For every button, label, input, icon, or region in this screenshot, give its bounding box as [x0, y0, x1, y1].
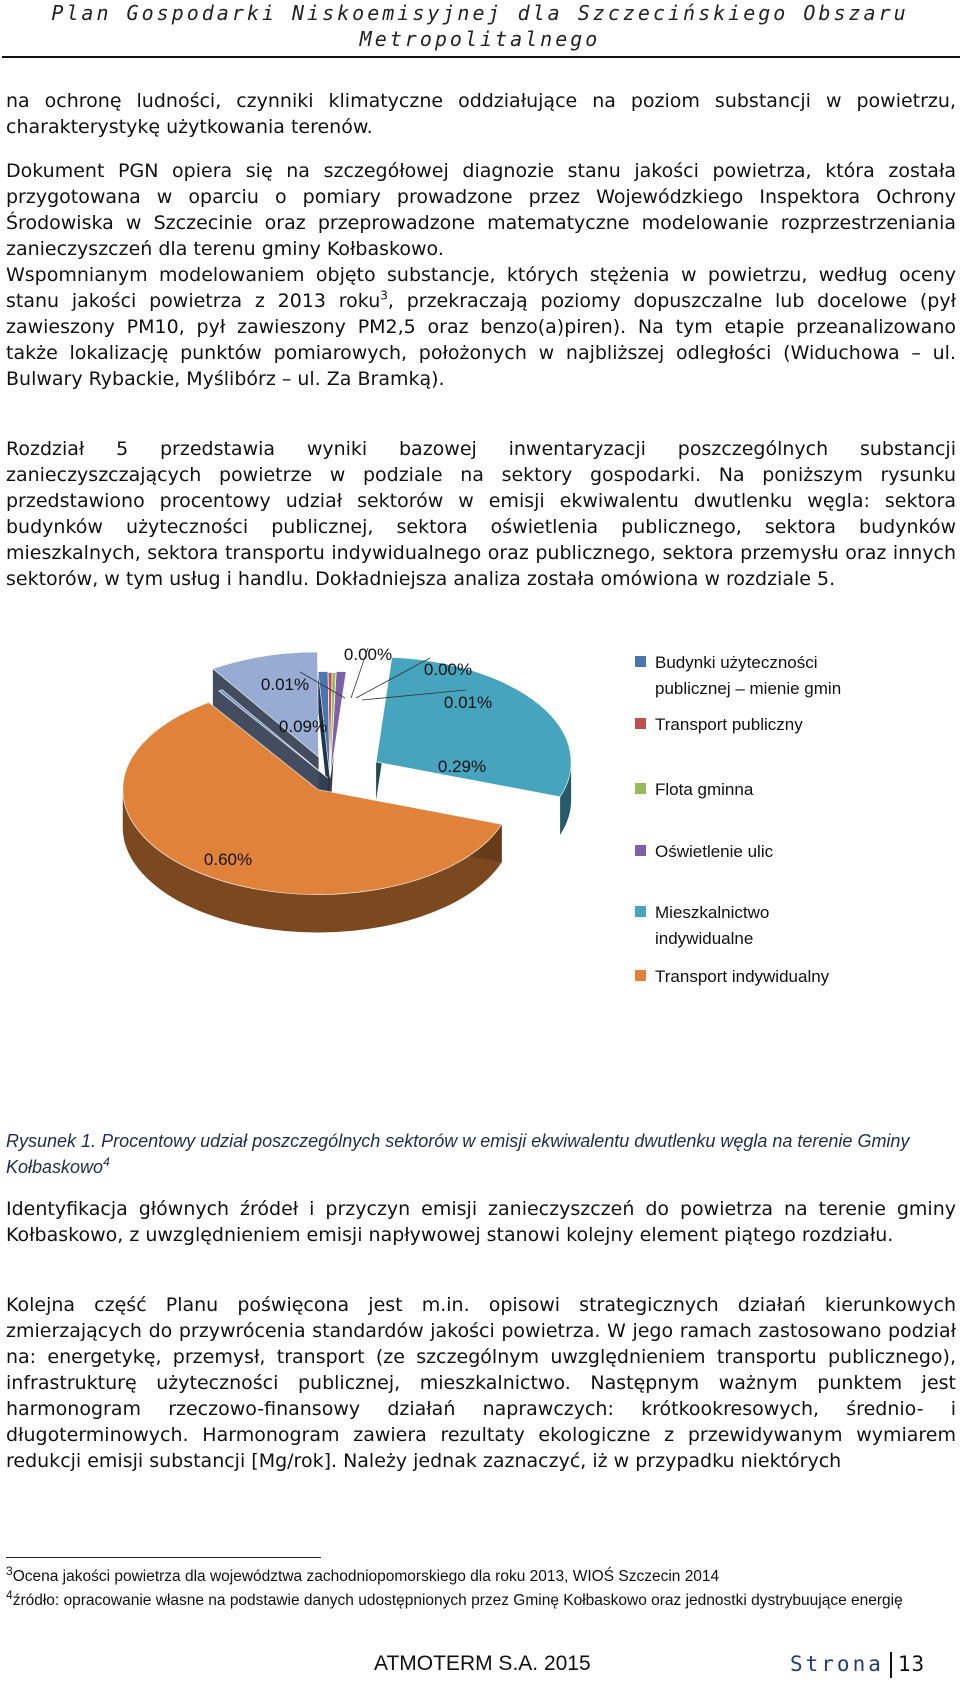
legend-swatch: [635, 718, 646, 729]
footnote-4-number: 4: [6, 1587, 13, 1602]
pie-data-label: 0.60%: [203, 850, 253, 869]
paragraph-modelling: [6, 262, 956, 392]
legend-label: publicznej – mienie gmin: [655, 679, 842, 698]
emission-pie-chart: [0, 640, 960, 1060]
paragraph-modelling-text-a: Wspomnianym modelowaniem objęto substancje, których stężenia w powietrzu, według oceny stanu jakości powietrza z 2013 roku: [6, 264, 956, 312]
legend-swatch: [635, 656, 646, 667]
legend-label: Oświetlenie ulic: [655, 842, 774, 861]
footer-company: ATMOTERM S.A. 2015: [374, 1652, 591, 1675]
header-divider: [2, 56, 960, 58]
paragraph-sources: Identyfikacja głównych źródeł i przyczyn emisji zanieczyszczeń do powietrza na terenie gminy Kołbaskowo, z uwzględnieniem emisji napływowej stanowi kolejny element piątego rozdziału.: [6, 1198, 956, 1246]
footer-page-word: Strona: [790, 1652, 884, 1676]
legend-swatch: [635, 783, 646, 794]
pie-data-label: 0.00%: [423, 660, 473, 679]
page-header: [0, 0, 960, 58]
footnote-4: [6, 1587, 956, 1612]
paragraph-chapter5: Rozdział 5 przedstawia wyniki bazowej inwentaryzacji poszczególnych substancji zanieczyszczających powietrze w podziale na sektory gospodarki. Na poniższym rysunku przedstawiono procentowy udział sektorów w emisji ekwiwalentu dwutlenku węgla: sektora budynków użyteczności publicznej, sektora oświetlenia publicznego, sektora budynków mieszkalnych, sektora transportu indywidualnego oraz publicznego, sektora przemysłu oraz innych sektorów, w tym usług i handlu. Dokładniejsza analiza została omówiona w rozdziale 5.: [6, 438, 956, 590]
legend-label: indywidualne: [655, 929, 754, 948]
pie-data-label: 0.09%: [278, 717, 328, 736]
legend-swatch: [635, 970, 646, 981]
footnote-3-text: Ocena jakości powietrza dla województwa zachodniopomorskiego dla roku 2013, WIOŚ Szczecin 2014: [12, 1568, 720, 1585]
caption-text: Procentowy udział poszczególnych sektorów w emisji ekwiwalentu dwutlenku węgla na terenie Gminy Kołbaskowo: [6, 1131, 910, 1177]
header-title-line2: Metropolitalnego: [359, 27, 601, 51]
header-title-line1: Plan Gospodarki Niskoemisyjnej dla Szczecińskiego Obszaru: [51, 1, 909, 25]
paragraph-intro: na ochronę ludności, czynniki klimatyczne oddziałujące na poziom substancji w powietrzu, charakterystykę użytkowania terenów.: [6, 90, 956, 138]
paragraph-plan-part: Kolejna część Planu poświęcona jest m.in. opisowi strategicznych działań kierunkowych zmierzających do przywrócenia standardów jakości powietrza. W jego ramach zastosowano podział na: energetykę, przemysł, transport (ze szczególnym uwzględnieniem transportu publicznego), infrastrukturę użyteczności publicznej, mieszkalnictwo. Następnym ważnym punktem jest harmonogram rzeczowo-finansowy działań naprawczych: krótkookresowych, średnio- i długoterminowych. Harmonogram zawiera rezultaty ekologiczne z przewidywanym wymiarem redukcji emisji substancji [Mg/rok]. Należy jednak zaznaczyć, iż w przypadku niektórych: [6, 1294, 956, 1472]
footnote-3: [6, 1563, 956, 1588]
footer-page: [790, 1652, 925, 1678]
footnote-4-text: źródło: opracowanie własne na podstawie danych udostępnionych przez Gminę Kołbaskowo oraz jednostki dystrybuujące energię: [12, 1592, 903, 1609]
pie-data-label: 0.01%: [260, 675, 310, 694]
legend-label: Budynki użyteczności: [655, 653, 818, 672]
legend-label: Transport indywidualny: [655, 967, 830, 986]
footnote-ref-4: 4: [103, 1155, 110, 1169]
footer-separator: [890, 1652, 892, 1678]
footnote-ref-3: 3: [380, 288, 388, 303]
pie-data-label: 0.00%: [343, 645, 393, 664]
pie-data-label: 0.01%: [443, 693, 493, 712]
legend-label: Mieszkalnictwo: [655, 903, 770, 922]
paragraph-modelling-text-b: , przekraczają poziomy dopuszczalne lub docelowe (pył zawieszony PM10, pył zawieszony PM2,5 oraz benzo(a)piren). Na tym etapie przeanalizowano także lokalizację punktów pomiarowych, położonych w najbliższej odległości (Widuchowa – ul. Bulwary Rybackie, Myślibórz – ul. Za Bramką).: [6, 290, 956, 390]
legend-label: Flota gminna: [655, 780, 754, 799]
figure-caption: [6, 1128, 956, 1180]
pie-data-label: 0.29%: [437, 757, 487, 776]
legend-swatch: [635, 845, 646, 856]
footnote-divider: [6, 1557, 321, 1558]
footer-page-number: 13: [897, 1652, 926, 1676]
footnote-3-number: 3: [6, 1563, 13, 1578]
legend-swatch: [635, 906, 646, 917]
paragraph-pgn: Dokument PGN opiera się na szczegółowej diagnozie stanu jakości powietrza, która została przygotowana w oparciu o pomiary prowadzone przez Wojewódzkiego Inspektora Ochrony Środowiska w Szczecinie oraz przeprowadzone matematyczne modelowanie rozprzestrzeniania zanieczyszczeń dla terenu gminy Kołbaskowo.: [6, 160, 956, 260]
caption-prefix: Rysunek 1.: [6, 1131, 97, 1151]
legend-label: Transport publiczny: [655, 715, 803, 734]
